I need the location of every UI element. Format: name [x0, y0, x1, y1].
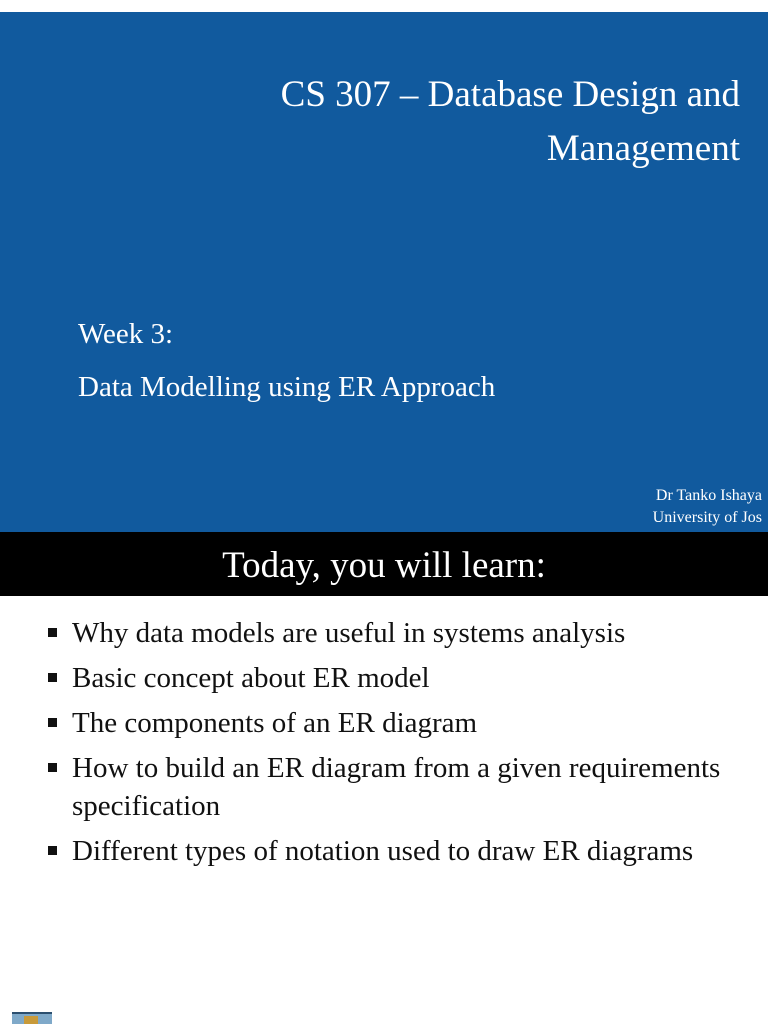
list-item [0, 614, 768, 652]
learning-objectives-list [0, 614, 768, 877]
list-item-text: Basic concept about ER model [72, 662, 430, 694]
university-crest-icon [12, 1012, 52, 1024]
course-title: CS 307 – Database Design and Management [280, 74, 740, 169]
list-item [0, 749, 768, 825]
square-bullet-icon [48, 846, 57, 855]
week-label: Week 3: [78, 318, 174, 350]
list-item [0, 704, 768, 742]
crest-emblem [24, 1016, 38, 1024]
list-item-text: Different types of notation used to draw ER diagrams [72, 835, 694, 867]
list-item-text: Why data models are useful in systems analysis [72, 617, 626, 649]
slide-heading: Today, you will learn: [0, 532, 768, 596]
title-slide [0, 12, 768, 532]
author-name: Dr Tanko Ishaya [655, 487, 762, 504]
square-bullet-icon [48, 673, 57, 682]
author-block [653, 485, 762, 529]
list-item-text: The components of an ER diagram [72, 707, 478, 739]
week-topic: Data Modelling using ER Approach [78, 371, 496, 403]
list-item [0, 832, 768, 870]
square-bullet-icon [48, 763, 57, 772]
list-item [0, 659, 768, 697]
author-institution: University of Jos [652, 509, 762, 526]
list-item-text: How to build an ER diagram from a given requirements specification [72, 752, 721, 822]
square-bullet-icon [48, 628, 57, 637]
square-bullet-icon [48, 718, 57, 727]
